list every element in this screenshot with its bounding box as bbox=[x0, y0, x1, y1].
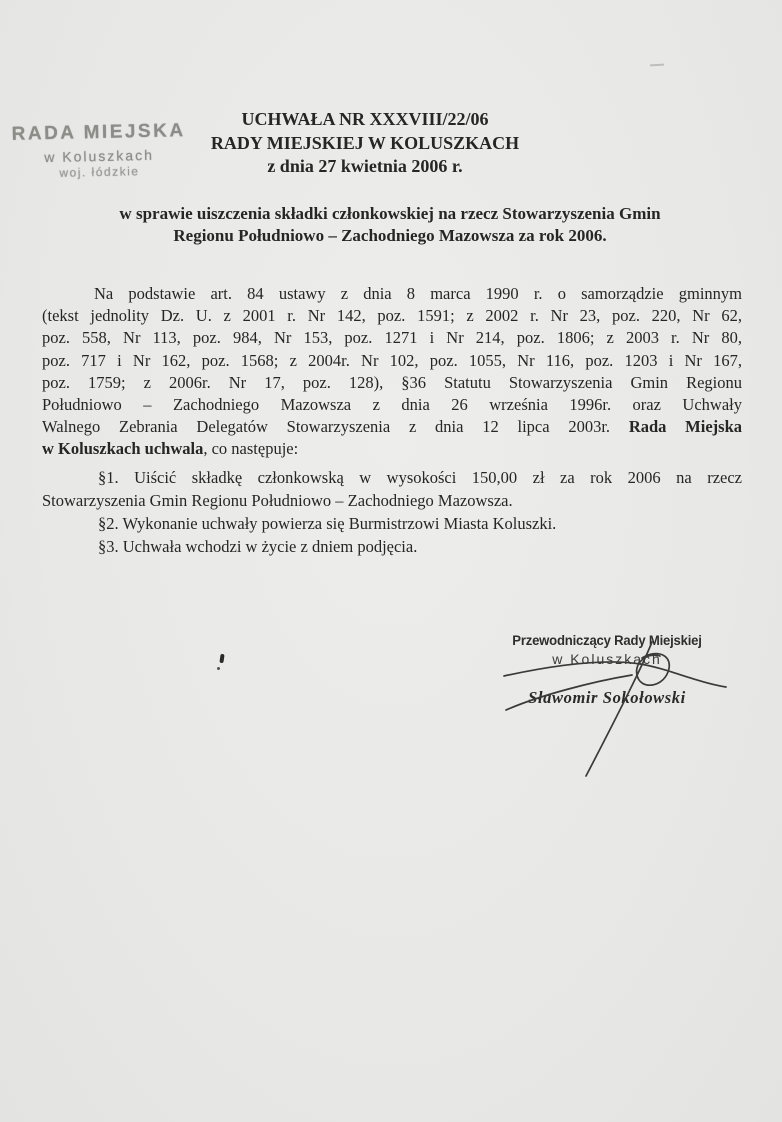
stamp-org-name: RADA MIEJSKA bbox=[11, 120, 186, 145]
section-2: §2. Wykonanie uchwały powierza się Burmistrzowi Miasta Koluszki. bbox=[98, 514, 557, 533]
resolution-subject bbox=[40, 203, 740, 247]
preamble-line7-normal: Walnego Zebrania Delegatów Stowarzyszenia z dnia 12 lipca 2003r. bbox=[42, 417, 629, 437]
preamble-line: poz. 1759; z 2006r. Nr 17, poz. 128), §36 Statutu Stowarzyszenia Gmin Regionu bbox=[42, 372, 742, 392]
subject-line-2: Regionu Południowo – Zachodniego Mazowsza za rok 2006. bbox=[173, 226, 607, 245]
stamp-city: w Koluszkach bbox=[44, 146, 155, 166]
preamble-line8-bold: w Koluszkach uchwala bbox=[42, 439, 204, 459]
scan-artifact-dash bbox=[650, 64, 664, 67]
subject-line-1: w sprawie uiszczenia składki członkowskiej na rzecz Stowarzyszenia Gmin bbox=[119, 204, 661, 223]
signer-name: Sławomir Sokołowski bbox=[528, 688, 686, 707]
preamble-line8-normal: , co następuje: bbox=[203, 439, 299, 459]
preamble-line7-bold: Rada Miejska bbox=[628, 417, 742, 437]
preamble-line bbox=[42, 438, 742, 460]
resolution-number: UCHWAŁA NR XXXVIII/22/06 bbox=[241, 109, 489, 129]
ink-speck bbox=[219, 654, 224, 663]
section-1-line-2: Stowarzyszenia Gmin Regionu Południowo – Zachodniego Mazowsza. bbox=[42, 491, 513, 510]
signer-role-line-1: Przewodniczący Rady Miejskiej bbox=[512, 633, 702, 648]
resolution-sections bbox=[42, 466, 742, 558]
section-1-line-1: §1. Uiścić składkę członkowską w wysokości 150,00 zł za rok 2006 na rzecz bbox=[98, 468, 742, 487]
section-3: §3. Uchwała wchodzi w życie z dniem podjęcia. bbox=[98, 537, 418, 556]
signer-role-line-2: w Koluszkach bbox=[552, 651, 662, 667]
ink-speck bbox=[217, 667, 220, 670]
preamble-line bbox=[42, 416, 742, 438]
stamp-region: woj. łódzkie bbox=[59, 164, 140, 180]
resolution-heading bbox=[30, 108, 700, 179]
council-name: RADY MIEJSKIEJ W KOLUSZKACH bbox=[210, 132, 520, 153]
signature-block bbox=[498, 632, 716, 708]
legal-basis-paragraph bbox=[42, 283, 742, 461]
preamble-line: (tekst jednolity Dz. U. z 2001 r. Nr 142, poz. 1591; z 2002 r. Nr 23, poz. 220, Nr 62, bbox=[42, 306, 742, 326]
preamble-line: Południowo – Zachodniego Mazowsza z dnia 26 września 1996r. oraz Uchwały bbox=[42, 395, 742, 415]
preamble-line: Na podstawie art. 84 ustawy z dnia 8 marca 1990 r. o samorządzie gminnym bbox=[94, 284, 742, 303]
resolution-date: z dnia 27 kwietnia 2006 r. bbox=[267, 156, 463, 176]
preamble-line: poz. 717 i Nr 162, poz. 1568; z 2004r. Nr 102, poz. 1055, Nr 116, poz. 1203 i Nr 167, bbox=[42, 350, 742, 370]
preamble-line: poz. 558, Nr 113, poz. 984, Nr 153, poz. 1271 i Nr 214, poz. 1806; z 2003 r. Nr 80, bbox=[42, 328, 742, 348]
